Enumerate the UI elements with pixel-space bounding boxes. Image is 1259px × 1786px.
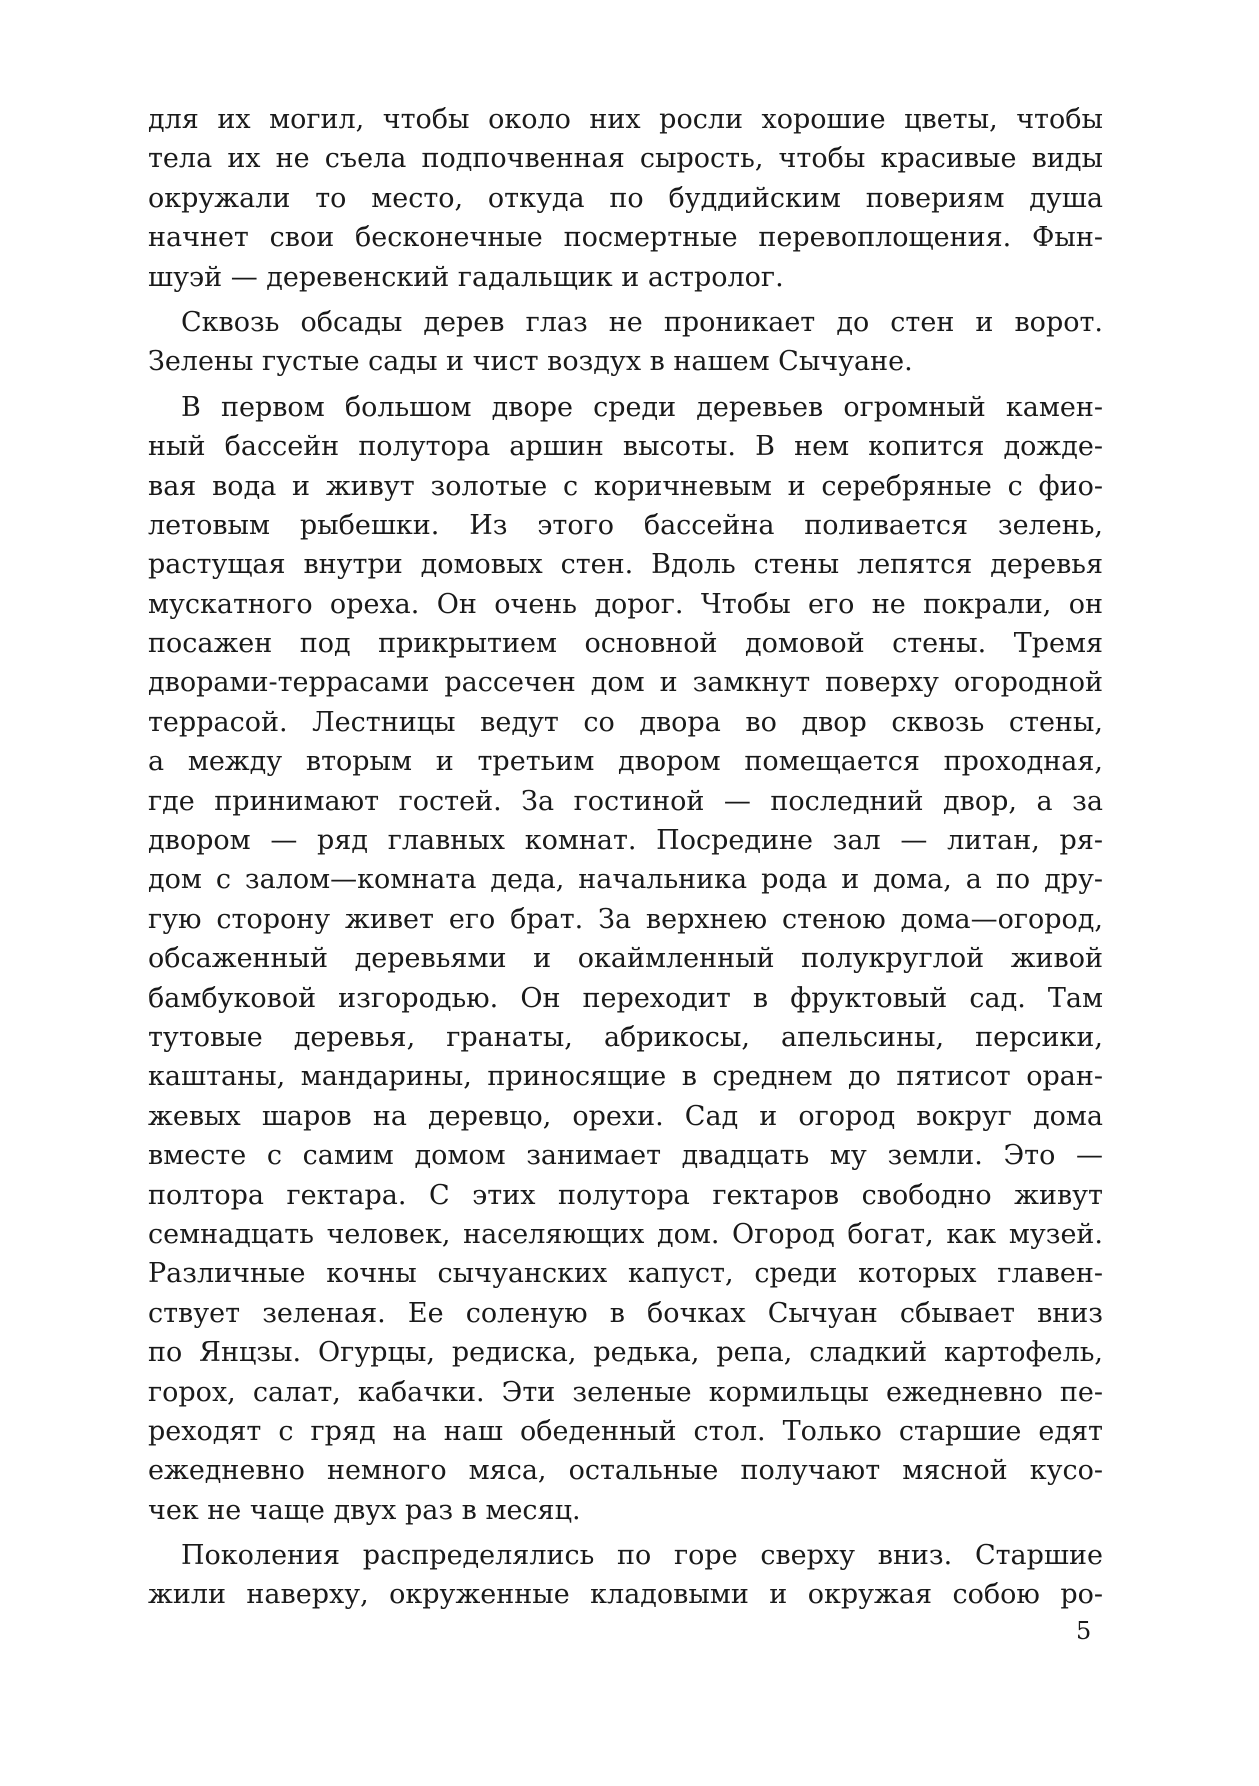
- text-line: террасой. Лестницы ведут со двора во двор сквозь стены,: [148, 706, 1103, 738]
- text-line: мускатного ореха. Он очень дорог. Чтобы его не покрали, он: [148, 588, 1103, 620]
- text-line: посажен под прикрытием основной домовой стены. Тремя: [148, 628, 1103, 660]
- text-line: вая вода и живут золотые с коричневым и серебряные с фио-: [148, 470, 1103, 502]
- text-line: где принимают гостей. За гостиной — последний двор, а за: [148, 785, 1103, 817]
- paragraph: [148, 1536, 1103, 1615]
- text-line: тутовые деревья, гранаты, абрикосы, апельсины, персики,: [148, 1021, 1103, 1053]
- text-line: для их могил, чтобы около них росли хорошие цветы, чтобы: [148, 104, 1103, 135]
- text-line: ежедневно немного мяса, остальные получают мясной кусо-: [148, 1455, 1103, 1487]
- text-line: чек не чаще двух раз в месяц.: [148, 1494, 581, 1526]
- text-line: полтора гектара. С этих полутора гектаров свободно живут: [148, 1179, 1103, 1211]
- text-line: шуэй — деревенский гадальщик и астролог.: [148, 261, 784, 293]
- paragraph: [148, 303, 1103, 382]
- paragraph: [148, 388, 1103, 1530]
- text-line: ствует зеленая. Ее соленую в бочках Сычуан сбывает вниз: [148, 1297, 1103, 1329]
- paragraph: [148, 100, 1103, 297]
- body-text: [148, 100, 1103, 1615]
- text-line: гую сторону живет его брат. За верхнею стеною дома—огород,: [148, 903, 1103, 935]
- text-line: а между вторым и третьим двором помещается проходная,: [148, 746, 1103, 778]
- text-line: по Янцзы. Огурцы, редиска, редька, репа, сладкий картофель,: [148, 1337, 1103, 1369]
- text-line: горох, салат, кабачки. Эти зеленые кормильцы ежедневно пе-: [148, 1376, 1103, 1408]
- text-line: Зелены густые сады и чист воздух в нашем Сычуане.: [148, 346, 913, 378]
- text-line: двором — ряд главных комнат. Посредине зал — литан, ря-: [148, 825, 1103, 857]
- text-line: окружали то место, откуда по буддийским повериям душа: [148, 182, 1103, 214]
- text-line: летовым рыбешки. Из этого бассейна поливается зелень,: [148, 509, 1103, 541]
- text-line: реходят с гряд на наш обеденный стол. Только старшие едят: [148, 1415, 1103, 1447]
- text-line: начнет свои бесконечные посмертные перевоплощения. Фын-: [148, 222, 1103, 254]
- text-line: семнадцать человек, населяющих дом. Огород богат, как музей.: [148, 1218, 1103, 1250]
- text-line: В первом большом дворе среди деревьев огромный камен-: [181, 391, 1103, 423]
- text-line: жили наверху, окруженные кладовыми и окружая собою ро-: [148, 1579, 1103, 1611]
- text-line: бамбуковой изгородью. Он переходит в фруктовый сад. Там: [148, 982, 1103, 1014]
- page-number: 5: [1076, 1617, 1092, 1645]
- text-line: растущая внутри домовых стен. Вдоль стены лепятся деревья: [148, 549, 1103, 581]
- text-line: дворами-террасами рассечен дом и замкнут поверху огородной: [148, 667, 1103, 699]
- text-line: каштаны, мандарины, приносящие в среднем до пятисот оран-: [148, 1061, 1103, 1093]
- text-line: вместе с самим домом занимает двадцать му земли. Это —: [148, 1140, 1103, 1172]
- text-line: дом с залом—комната деда, начальника рода и дома, а по дру-: [148, 864, 1103, 896]
- text-line: ный бассейн полутора аршин высоты. В нем копится дожде-: [148, 431, 1103, 463]
- text-line: Различные кочны сычуанских капуст, среди которых главен-: [148, 1258, 1103, 1290]
- text-line: обсаженный деревьями и окаймленный полукруглой живой: [148, 943, 1103, 975]
- text-line: жевых шаров на деревцо, орехи. Сад и огород вокруг дома: [148, 1100, 1103, 1132]
- text-line: Поколения распределялись по горе сверху вниз. Старшие: [181, 1540, 1103, 1572]
- text-line: Сквозь обсады дерев глаз не проникает до стен и ворот.: [181, 306, 1103, 338]
- text-line: тела их не съела подпочвенная сырость, чтобы красивые виды: [148, 143, 1103, 175]
